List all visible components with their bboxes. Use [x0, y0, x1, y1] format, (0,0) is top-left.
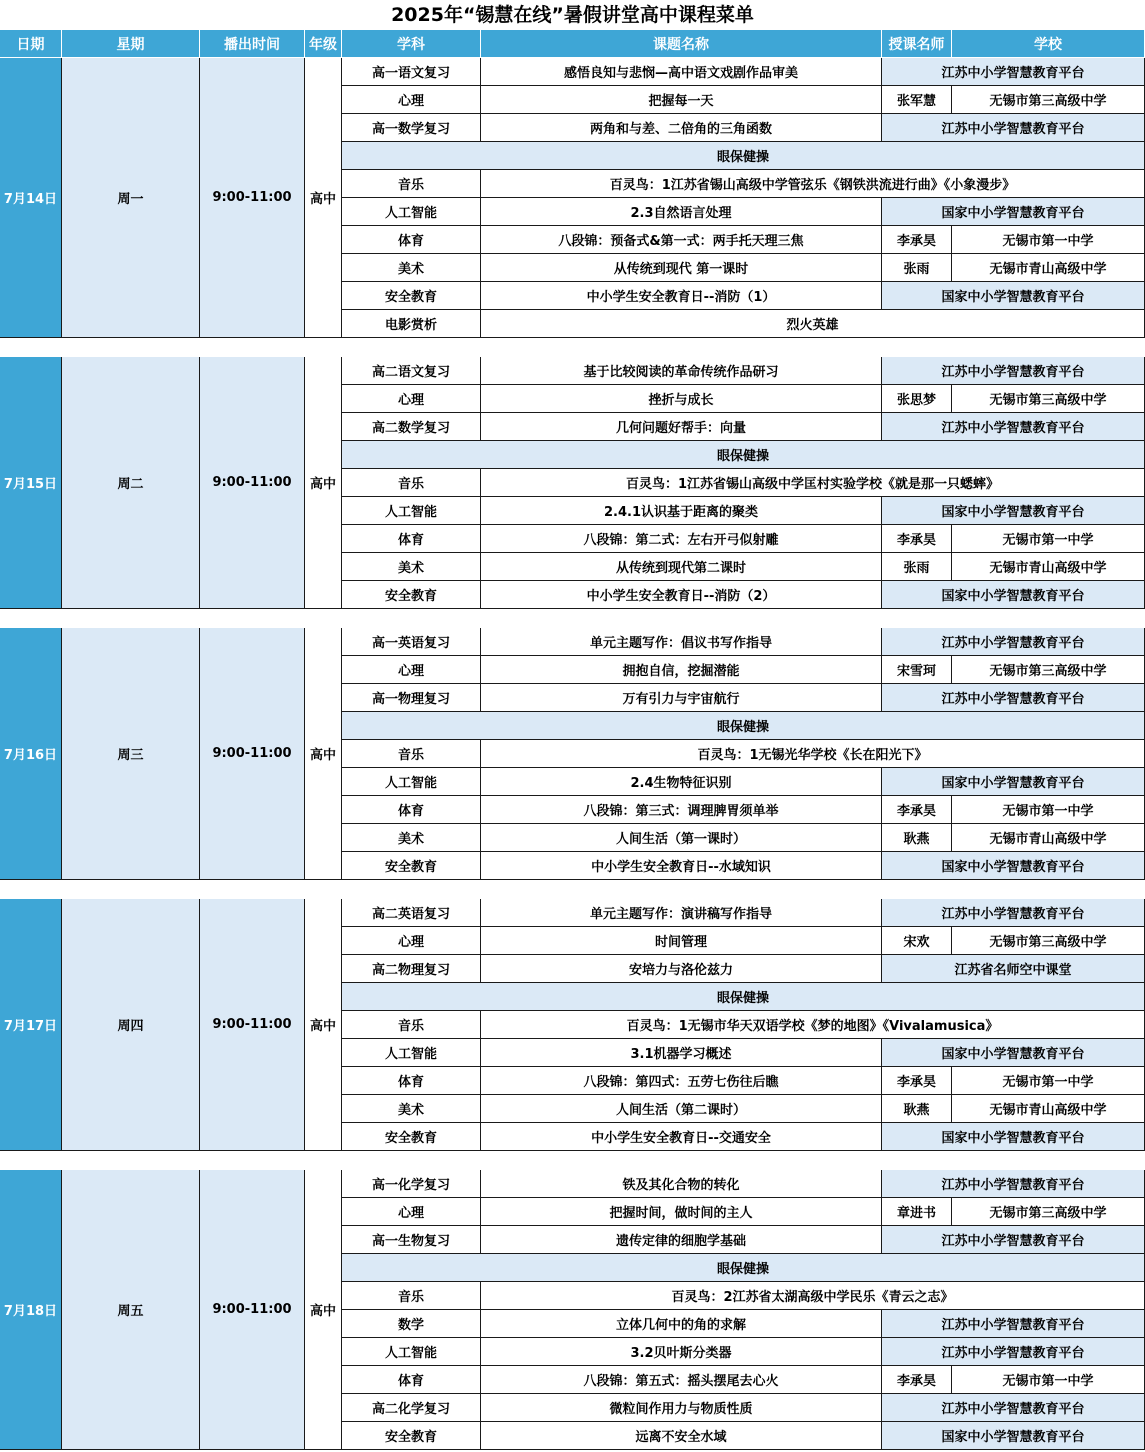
- topic-cell: 百灵鸟：1江苏省锡山高级中学管弦乐《钢铁洪流进行曲》《小象漫步》: [481, 170, 1145, 198]
- topic-cell: 万有引力与宇宙航行: [481, 684, 882, 712]
- topic-cell: 感悟良知与悲悯—高中语文戏剧作品审美: [481, 58, 882, 86]
- school-cell: 无锡市第一中学: [952, 796, 1145, 824]
- platform-cell: 江苏中小学智慧教育平台: [882, 1310, 1145, 1338]
- topic-cell: 中小学生安全教育日--交通安全: [481, 1123, 882, 1151]
- subject-cell: 音乐: [342, 740, 481, 768]
- topic-cell: 中小学生安全教育日--消防（1）: [481, 282, 882, 310]
- eye-exercise-row: 眼保健操: [342, 1254, 1145, 1282]
- date-cell: 7月16日: [0, 628, 62, 880]
- subject-cell: 人工智能: [342, 198, 481, 226]
- date-cell: 7月18日: [0, 1170, 62, 1450]
- weekday-cell: 周二: [62, 357, 200, 609]
- date-cell: 7月17日: [0, 899, 62, 1151]
- platform-cell: 国家中小学智慧教育平台: [882, 581, 1145, 609]
- subject-cell: 数学: [342, 1310, 481, 1338]
- topic-cell: 2.3自然语言处理: [481, 198, 882, 226]
- school-cell: 无锡市第一中学: [952, 525, 1145, 553]
- topic-cell: 几何问题好帮手：向量: [481, 413, 882, 441]
- header-time: 播出时间: [200, 30, 305, 58]
- subject-cell: 体育: [342, 1067, 481, 1095]
- topic-cell: 时间管理: [481, 927, 882, 955]
- subject-cell: 安全教育: [342, 852, 481, 880]
- subject-cell: 高二数学复习: [342, 413, 481, 441]
- platform-cell: 江苏中小学智慧教育平台: [882, 899, 1145, 927]
- header-weekday: 星期: [62, 30, 200, 58]
- topic-cell: 八段锦：第五式：摇头摆尾去心火: [481, 1366, 882, 1394]
- header-date: 日期: [0, 30, 62, 58]
- header-grade: 年级: [305, 30, 342, 58]
- subject-cell: 体育: [342, 226, 481, 254]
- school-cell: 无锡市第三高级中学: [952, 86, 1145, 114]
- subject-cell: 高二物理复习: [342, 955, 481, 983]
- subject-cell: 高一语文复习: [342, 58, 481, 86]
- topic-cell: 中小学生安全教育日--消防（2）: [481, 581, 882, 609]
- subject-cell: 心理: [342, 656, 481, 684]
- subject-cell: 心理: [342, 927, 481, 955]
- subject-cell: 音乐: [342, 1011, 481, 1039]
- platform-cell: 江苏中小学智慧教育平台: [882, 628, 1145, 656]
- topic-cell: 远离不安全水域: [481, 1422, 882, 1450]
- platform-cell: 国家中小学智慧教育平台: [882, 282, 1145, 310]
- topic-cell: 单元主题写作：演讲稿写作指导: [481, 899, 882, 927]
- platform-cell: 国家中小学智慧教育平台: [882, 198, 1145, 226]
- topic-cell: 烈火英雄: [481, 310, 1145, 338]
- platform-cell: 江苏中小学智慧教育平台: [882, 1394, 1145, 1422]
- topic-cell: 两角和与差、二倍角的三角函数: [481, 114, 882, 142]
- weekday-cell: 周三: [62, 628, 200, 880]
- subject-cell: 心理: [342, 385, 481, 413]
- subject-cell: 体育: [342, 1366, 481, 1394]
- subject-cell: 美术: [342, 553, 481, 581]
- eye-exercise-row: 眼保健操: [342, 712, 1145, 740]
- teacher-cell: 宋欢: [882, 927, 952, 955]
- teacher-cell: 耿燕: [882, 824, 952, 852]
- topic-cell: 八段锦：第四式：五劳七伤往后瞧: [481, 1067, 882, 1095]
- teacher-cell: 李承昊: [882, 796, 952, 824]
- topic-cell: 人间生活（第一课时）: [481, 824, 882, 852]
- platform-cell: 江苏中小学智慧教育平台: [882, 114, 1145, 142]
- teacher-cell: 耿燕: [882, 1095, 952, 1123]
- teacher-cell: 章进书: [882, 1198, 952, 1226]
- subject-cell: 高一物理复习: [342, 684, 481, 712]
- topic-cell: 铁及其化合物的转化: [481, 1170, 882, 1198]
- subject-cell: 美术: [342, 254, 481, 282]
- teacher-cell: 张雨: [882, 553, 952, 581]
- topic-cell: 拥抱自信，挖掘潜能: [481, 656, 882, 684]
- subject-cell: 人工智能: [342, 768, 481, 796]
- time-cell: 9:00-11:00: [200, 899, 305, 1151]
- platform-cell: 江苏中小学智慧教育平台: [882, 1338, 1145, 1366]
- topic-cell: 八段锦：第二式：左右开弓似射雕: [481, 525, 882, 553]
- page-title: 2025年“锡慧在线”暑假讲堂高中课程菜单: [391, 4, 754, 26]
- time-cell: 9:00-11:00: [200, 628, 305, 880]
- date-cell: 7月15日: [0, 357, 62, 609]
- topic-cell: 2.4.1认识基于距离的聚类: [481, 497, 882, 525]
- subject-cell: 人工智能: [342, 497, 481, 525]
- subject-cell: 美术: [342, 1095, 481, 1123]
- platform-cell: 江苏中小学智慧教育平台: [882, 1226, 1145, 1254]
- subject-cell: 安全教育: [342, 282, 481, 310]
- topic-cell: 人间生活（第二课时）: [481, 1095, 882, 1123]
- platform-cell: 国家中小学智慧教育平台: [882, 852, 1145, 880]
- subject-cell: 人工智能: [342, 1039, 481, 1067]
- eye-exercise-row: 眼保健操: [342, 441, 1145, 469]
- teacher-cell: 张雨: [882, 254, 952, 282]
- topic-cell: 单元主题写作：倡议书写作指导: [481, 628, 882, 656]
- platform-cell: 国家中小学智慧教育平台: [882, 768, 1145, 796]
- subject-cell: 心理: [342, 86, 481, 114]
- topic-cell: 3.1机器学习概述: [481, 1039, 882, 1067]
- eye-exercise-row: 眼保健操: [342, 983, 1145, 1011]
- subject-cell: 安全教育: [342, 1123, 481, 1151]
- platform-cell: 国家中小学智慧教育平台: [882, 497, 1145, 525]
- school-cell: 无锡市第一中学: [952, 1366, 1145, 1394]
- platform-cell: 江苏省名师空中课堂: [882, 955, 1145, 983]
- school-cell: 无锡市第三高级中学: [952, 385, 1145, 413]
- school-cell: 无锡市第三高级中学: [952, 927, 1145, 955]
- teacher-cell: 李承昊: [882, 1067, 952, 1095]
- school-cell: 无锡市青山高级中学: [952, 254, 1145, 282]
- weekday-cell: 周五: [62, 1170, 200, 1450]
- platform-cell: 江苏中小学智慧教育平台: [882, 684, 1145, 712]
- subject-cell: 高一化学复习: [342, 1170, 481, 1198]
- topic-cell: 八段锦：第三式：调理脾胃须单举: [481, 796, 882, 824]
- platform-cell: 国家中小学智慧教育平台: [882, 1123, 1145, 1151]
- topic-cell: 微粒间作用力与物质性质: [481, 1394, 882, 1422]
- subject-cell: 高二语文复习: [342, 357, 481, 385]
- topic-cell: 3.2贝叶斯分类器: [481, 1338, 882, 1366]
- topic-cell: 2.4生物特征识别: [481, 768, 882, 796]
- weekday-cell: 周一: [62, 58, 200, 338]
- subject-cell: 音乐: [342, 170, 481, 198]
- header-teacher: 授课名师: [882, 30, 952, 58]
- school-cell: 无锡市第三高级中学: [952, 656, 1145, 684]
- school-cell: 无锡市青山高级中学: [952, 1095, 1145, 1123]
- school-cell: 无锡市第一中学: [952, 226, 1145, 254]
- time-cell: 9:00-11:00: [200, 357, 305, 609]
- subject-cell: 美术: [342, 824, 481, 852]
- subject-cell: 高一数学复习: [342, 114, 481, 142]
- topic-cell: 把握每一天: [481, 86, 882, 114]
- subject-cell: 安全教育: [342, 581, 481, 609]
- subject-cell: 电影赏析: [342, 310, 481, 338]
- grade-cell: 高中: [305, 899, 342, 1151]
- topic-cell: 百灵鸟：1江苏省锡山高级中学匡村实验学校《就是那一只蟋蟀》: [481, 469, 1145, 497]
- school-cell: 无锡市青山高级中学: [952, 553, 1145, 581]
- time-cell: 9:00-11:00: [200, 1170, 305, 1450]
- grade-cell: 高中: [305, 628, 342, 880]
- topic-cell: 百灵鸟：1无锡市华天双语学校《梦的地图》《Vivalamusica》: [481, 1011, 1145, 1039]
- subject-cell: 音乐: [342, 1282, 481, 1310]
- teacher-cell: 张思梦: [882, 385, 952, 413]
- teacher-cell: 张军慧: [882, 86, 952, 114]
- subject-cell: 体育: [342, 796, 481, 824]
- platform-cell: 江苏中小学智慧教育平台: [882, 1170, 1145, 1198]
- platform-cell: 国家中小学智慧教育平台: [882, 1422, 1145, 1450]
- subject-cell: 心理: [342, 1198, 481, 1226]
- topic-cell: 立体几何中的角的求解: [481, 1310, 882, 1338]
- platform-cell: 江苏中小学智慧教育平台: [882, 357, 1145, 385]
- eye-exercise-row: 眼保健操: [342, 142, 1145, 170]
- topic-cell: 挫折与成长: [481, 385, 882, 413]
- subject-cell: 高一生物复习: [342, 1226, 481, 1254]
- subject-cell: 高二英语复习: [342, 899, 481, 927]
- header-topic: 课题名称: [481, 30, 882, 58]
- grade-cell: 高中: [305, 58, 342, 338]
- topic-cell: 安培力与洛伦兹力: [481, 955, 882, 983]
- topic-cell: 百灵鸟：1无锡光华学校《长在阳光下》: [481, 740, 1145, 768]
- date-cell: 7月14日: [0, 58, 62, 338]
- header-subject: 学科: [342, 30, 481, 58]
- school-cell: 无锡市第一中学: [952, 1067, 1145, 1095]
- teacher-cell: 宋雪珂: [882, 656, 952, 684]
- school-cell: 无锡市青山高级中学: [952, 824, 1145, 852]
- subject-cell: 高一英语复习: [342, 628, 481, 656]
- topic-cell: 遗传定律的细胞学基础: [481, 1226, 882, 1254]
- header-school: 学校: [952, 30, 1145, 58]
- topic-cell: 从传统到现代第二课时: [481, 553, 882, 581]
- subject-cell: 体育: [342, 525, 481, 553]
- topic-cell: 基于比较阅读的革命传统作品研习: [481, 357, 882, 385]
- grade-cell: 高中: [305, 357, 342, 609]
- teacher-cell: 李承昊: [882, 226, 952, 254]
- subject-cell: 安全教育: [342, 1422, 481, 1450]
- subject-cell: 人工智能: [342, 1338, 481, 1366]
- topic-cell: 八段锦：预备式&第一式：两手托天理三焦: [481, 226, 882, 254]
- topic-cell: 中小学生安全教育日--水域知识: [481, 852, 882, 880]
- teacher-cell: 李承昊: [882, 525, 952, 553]
- subject-cell: 音乐: [342, 469, 481, 497]
- platform-cell: 江苏中小学智慧教育平台: [882, 413, 1145, 441]
- topic-cell: 百灵鸟：2江苏省太湖高级中学民乐《青云之志》: [481, 1282, 1145, 1310]
- weekday-cell: 周四: [62, 899, 200, 1151]
- subject-cell: 高二化学复习: [342, 1394, 481, 1422]
- time-cell: 9:00-11:00: [200, 58, 305, 338]
- teacher-cell: 李承昊: [882, 1366, 952, 1394]
- school-cell: 无锡市第三高级中学: [952, 1198, 1145, 1226]
- topic-cell: 从传统到现代 第一课时: [481, 254, 882, 282]
- grade-cell: 高中: [305, 1170, 342, 1450]
- platform-cell: 国家中小学智慧教育平台: [882, 1039, 1145, 1067]
- topic-cell: 把握时间，做时间的主人: [481, 1198, 882, 1226]
- platform-cell: 江苏中小学智慧教育平台: [882, 58, 1145, 86]
